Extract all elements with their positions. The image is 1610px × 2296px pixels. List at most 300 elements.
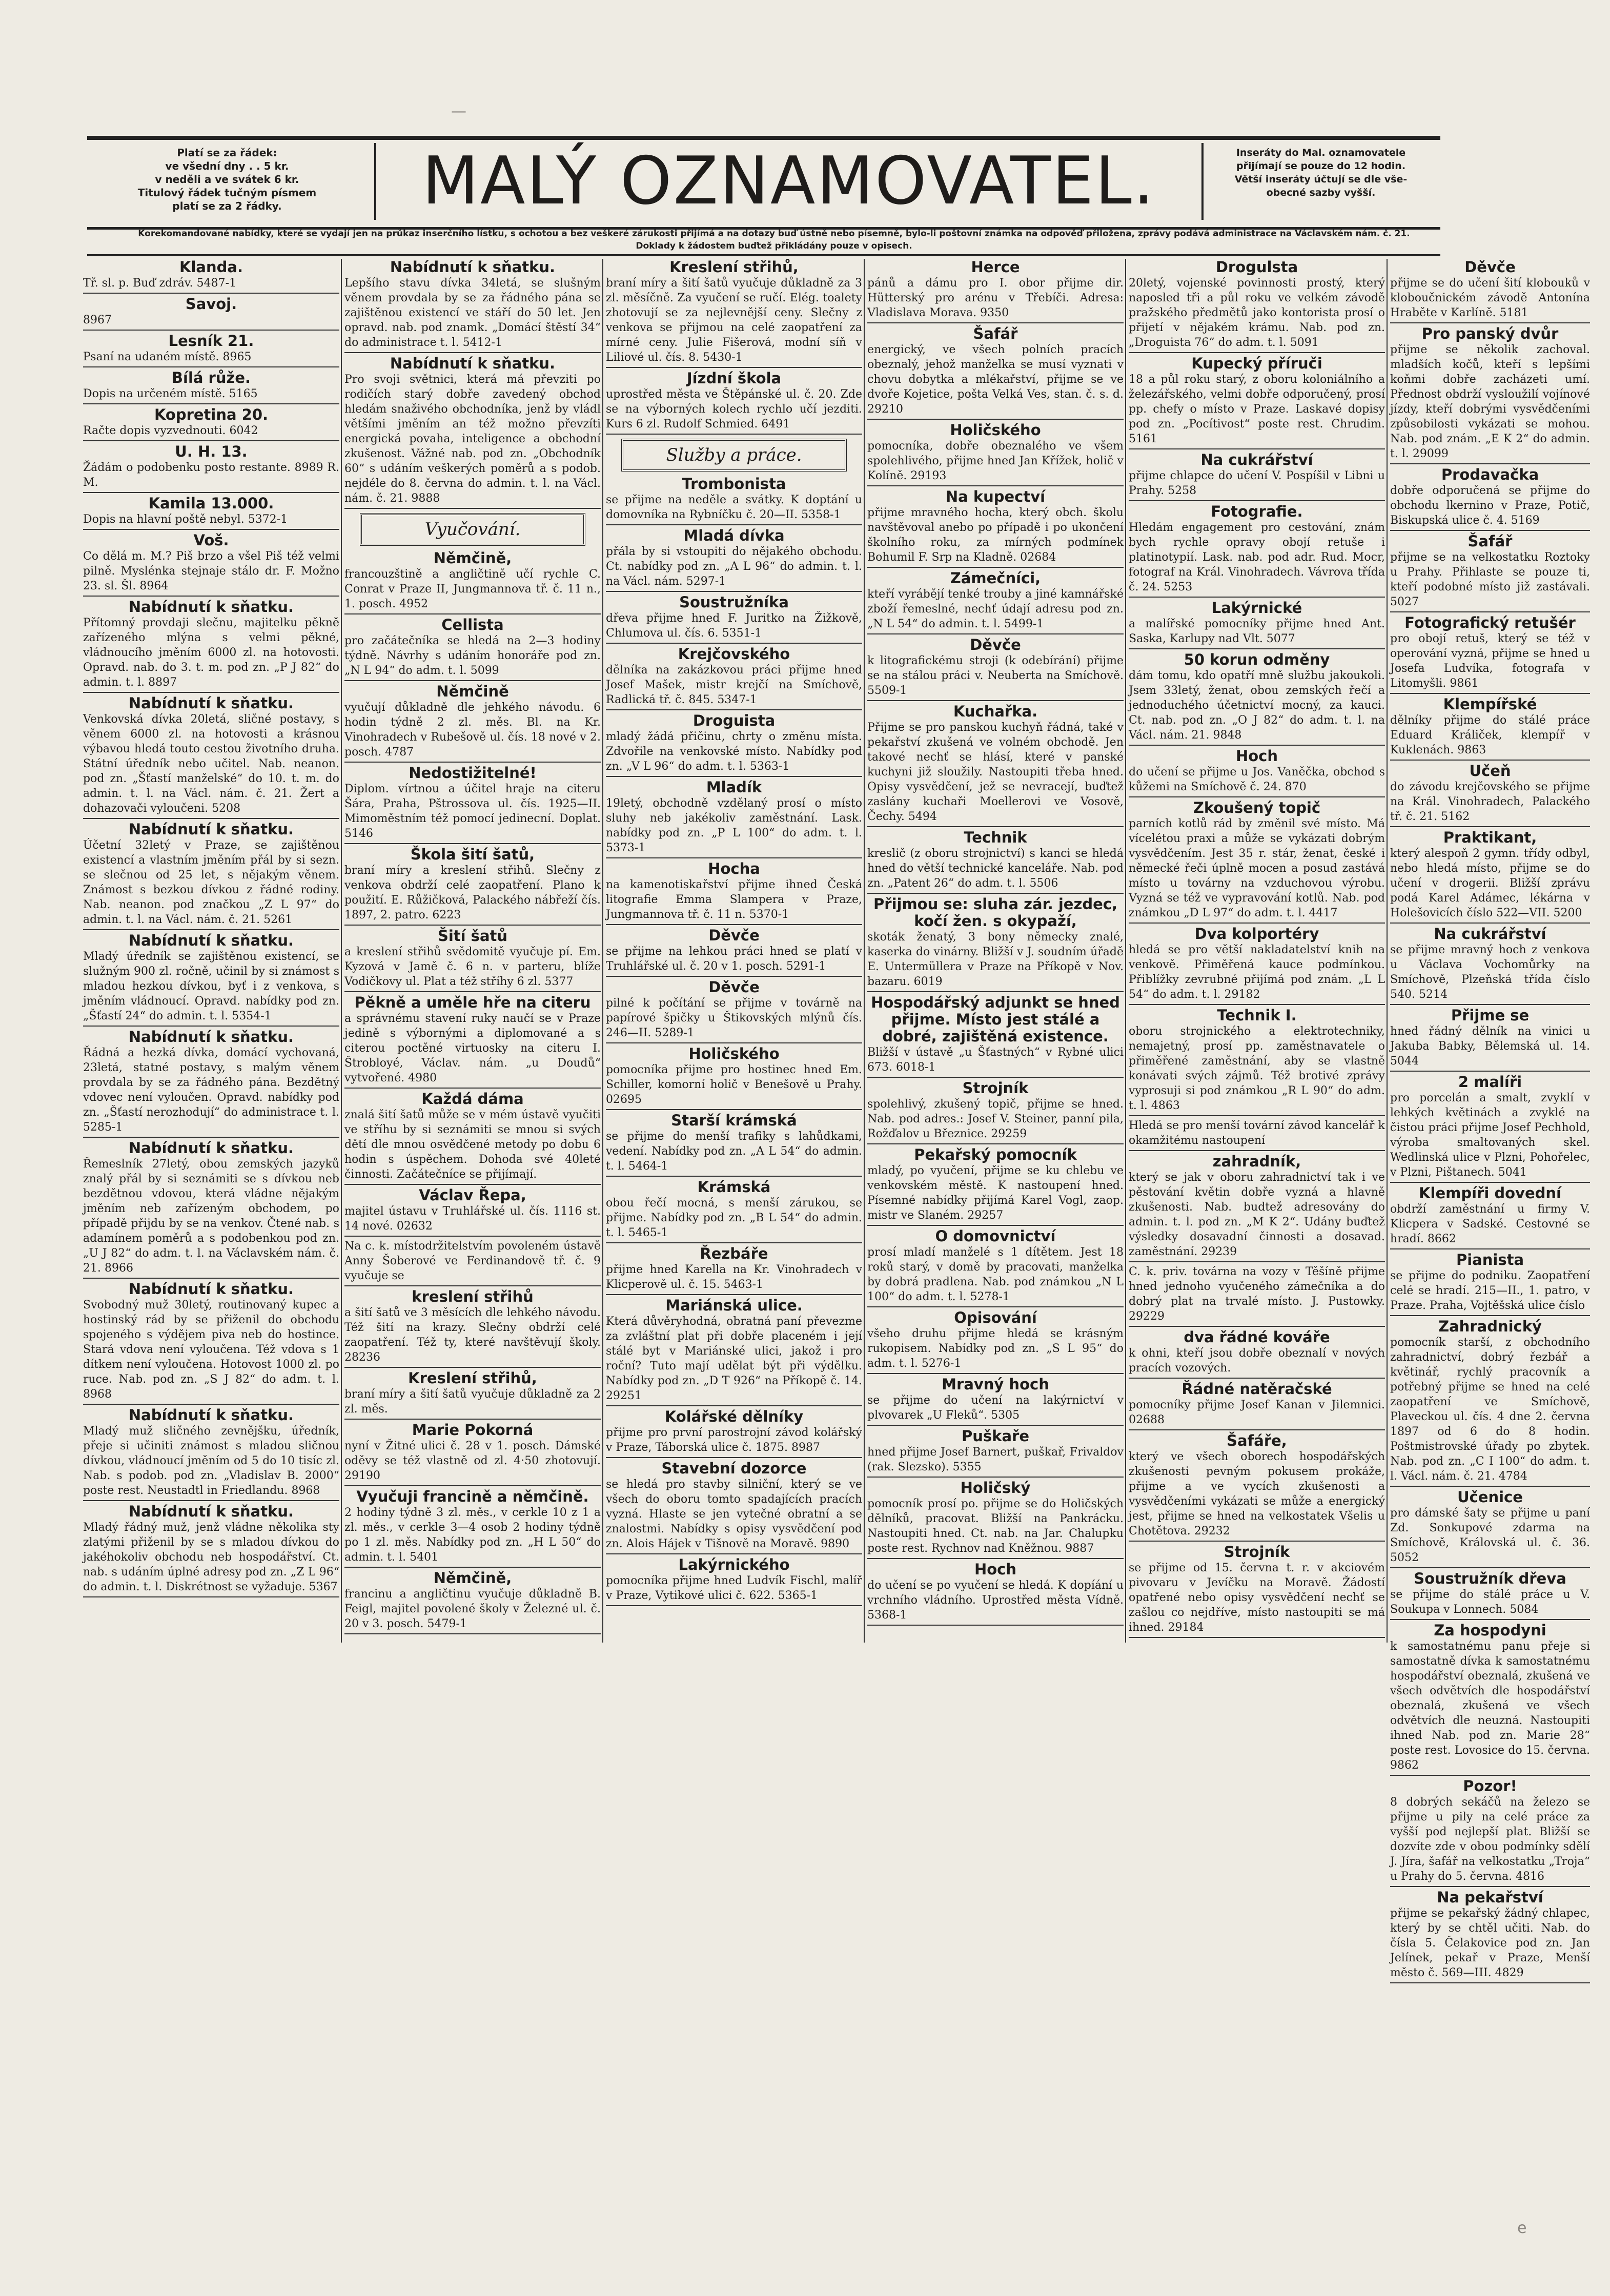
classified-ad — [1129, 355, 1385, 449]
ad-heading: Němčině, — [433, 549, 512, 567]
classified-ad — [83, 1281, 339, 1405]
ad-text: do učení se přijme u Jos. Vaněčka, obchod s kůžemi na Smíchově č. 24. 870 — [1129, 766, 1385, 793]
classified-ad — [83, 1140, 339, 1279]
ad-heading: Hoch — [974, 1561, 1017, 1578]
ad-heading: Vyučuji francině a němčině. — [356, 1488, 589, 1505]
ad-heading: Soustružník dřeva — [1414, 1570, 1566, 1587]
ad-heading: Zámečníci, — [950, 569, 1041, 587]
masthead — [87, 136, 1440, 230]
classified-ad — [867, 259, 1124, 323]
ad-heading: Puškaře — [962, 1427, 1029, 1445]
classified-ad — [1390, 259, 1590, 323]
classified-ad — [1129, 259, 1385, 353]
classified-ad — [867, 570, 1124, 634]
ad-text: Mladý muž sličného zevnějšku, úředník, přeje si učiniti známost s mladou sličnou dívkou, vládnoucí jměním od 5 do 10 tisíc zl. Nab. s podob. pod zn. „Vladislav B. 2000“ poste rest. Neustadtl in Friedlandu. 8968 — [83, 1425, 339, 1497]
classified-ad — [83, 333, 339, 367]
ad-text: pomocník starší, z obchodního zahradnictví, dobrý řezbář a květinář, rychlý pracovník a potřebný přijme se hned na celé zaopatření ve Smíchově, Plaveckou ul. čís. 4 dne 2. června 1897 od 6 do 8 hodin. Poštmistrovské úřady po zbytek. Nab. pod zn. „C I 100“ do adm. t. l. Václ. nám. č. 21. 4784 — [1390, 1336, 1590, 1483]
ad-heading: dva řádné kováře — [1184, 1328, 1330, 1346]
classified-ad — [1390, 1489, 1590, 1568]
ad-text: a správnému stavení ruky naučí se v Praze jedině s výbornými a diplomované a s citerou poctěné virtuosky na citeru I. Štrobloyé, Václav. nám. „u Doudů“ vytvořené. 4980 — [344, 1012, 601, 1084]
ad-heading: Stavební dozorce — [661, 1460, 807, 1477]
classified-ad — [1390, 763, 1590, 827]
divider — [87, 254, 1440, 256]
ad-text: Řádná a hezká dívka, domácí vychovaná, 23letá, statné postavy, s malým věnem provdala by se za řádného pána. Bezdětný vdovec není vyloučen. Opravd. nabídky pod zn. „Šťastí nerozhodují“ do administrace t. l. 5285-1 — [83, 1047, 339, 1134]
ad-heading: Marie Pokorná — [412, 1421, 534, 1439]
classified-ad — [867, 1080, 1124, 1144]
ad-heading: Šafáře, — [1227, 1432, 1287, 1449]
classified-ad — [1129, 1118, 1385, 1151]
classified-ad — [606, 712, 862, 777]
ad-text: dělníky přijme do stálé práce Eduard Králiček, klempíř v Kuklenách. 9863 — [1390, 714, 1590, 756]
ad-heading: Lakýrnického — [678, 1556, 790, 1573]
classified-ad — [606, 646, 862, 710]
ad-text: C. k. priv. továrna na vozy v Těšíně přijme hned jednoho vyučeného zámečníka a do dobrý plat na trvalé místo. J. Pustowky. 29229 — [1129, 1265, 1385, 1323]
classified-ad — [1390, 1778, 1590, 1887]
ad-heading: Nedostižitelné! — [409, 764, 537, 782]
classified-ad — [344, 1091, 601, 1185]
ad-text: Žádám o podobenku posto restante. 8989 R. M. — [83, 461, 339, 489]
classified-ad — [1390, 1318, 1590, 1487]
classified-ad — [1390, 1622, 1590, 1776]
ad-heading: Děvče — [970, 636, 1021, 653]
classified-ad — [1129, 799, 1385, 924]
ad-heading: Kamila 13.000. — [148, 495, 274, 512]
ad-text: parních kotlů rád by změnil své místo. Má vícelétou praxi a může se vykázati dobrým vysvědčením. Jest 35 r. stár, ženat, české i německé řeči úplně mocen a posud zastává místo u továrny na vzduchovou výrobu. Vyzná se též ve vypravování kotlů. Nab. pod známkou „D L 97“ do adm. t. l. 4417 — [1129, 817, 1385, 919]
ad-heading: Bílá růže. — [171, 369, 251, 386]
ad-text: přijme pro první parostrojní závod kolářský v Praze, Táborská ulice č. 1875. 8987 — [606, 1426, 862, 1454]
ad-text: pomocníka přijme hned Ludvík Fischl, malíř v Praze, Vytikové ulici č. 622. 5365-1 — [606, 1574, 862, 1602]
classified-ad — [867, 829, 1124, 894]
ad-heading: Škola šití šatů, — [410, 846, 535, 863]
ad-text: se hledá pro stavby silniční, který se ve všech do oboru tomto spadajících pracích vyzná. Hlaste se jen vytečné obratní a se znalostmi. Nabídky s opisy vysvědčení pod zn. Alois Hájek v Tišnově na Moravě. 9890 — [606, 1478, 862, 1550]
ad-heading: Pekařský pomocník — [914, 1146, 1077, 1163]
classified-ad — [1129, 926, 1385, 1005]
ad-heading: Hoch — [1235, 747, 1278, 765]
classified-ad — [344, 1187, 601, 1237]
ad-heading: Krámská — [697, 1178, 771, 1196]
ad-text: Dopis na hlavní poště nebyl. 5372-1 — [83, 513, 288, 526]
column-rule — [864, 259, 865, 1643]
ad-text: přijme se pekařský žádný chlapec, který by se chtěl učiti. Nab. do čísla 5. Čelakovice pod zn. Jan Jelínek, pekař v Praze, Menší město č. 569—III. 4829 — [1390, 1907, 1590, 1979]
ad-text: k ohni, kteří jsou dobře obeznalí v nových pracích vozových. — [1129, 1347, 1385, 1375]
classified-ad — [1390, 696, 1590, 761]
ad-text: se přijme do učení na lakýrnictví v plvovarek „U Fleků“. 5305 — [867, 1394, 1124, 1422]
ad-heading: Přijme se — [1451, 1007, 1530, 1024]
ad-heading: Dva kolportéry — [1194, 925, 1319, 942]
ad-text: pro porcelán a smalt, zvyklí v lehkých květinách a zvyklé na čistou práci přijme Josef Pechhold, výroba smaltovaných skel. Wedlinská ulice v Plzni, Pohořelec, v Plzni, Pištanech. 5041 — [1390, 1092, 1590, 1179]
classified-ad — [1390, 1889, 1590, 1983]
ad-heading: Herce — [971, 258, 1020, 276]
classified-ad — [606, 1112, 862, 1177]
ad-heading: Děvče — [708, 927, 760, 944]
ad-heading: Nabídnutí k sňatku. — [128, 1503, 294, 1520]
classified-ad — [1129, 651, 1385, 746]
classified-ad — [83, 1407, 339, 1501]
ad-heading: Kolářské dělníky — [664, 1408, 804, 1425]
classified-ad — [344, 928, 601, 992]
classified-ad — [1390, 614, 1590, 694]
classified-ad — [606, 1460, 862, 1554]
ad-heading: Hocha — [708, 860, 760, 877]
ad-text: na kamenotiskařství přijme ihned Česká litografie Emma Slampera v Praze, Jungmannova tř. č. 11 n. 5370-1 — [606, 878, 862, 921]
ad-heading: O domovnictví — [935, 1227, 1056, 1245]
classified-ad — [344, 355, 601, 509]
ad-text: skoták ženatý, 3 bony německy znalé, kaserka do vinárny. Bližší v J. soudním úřadě E. Untermüllera v Praze na Příkopě v Nov. bazaru. 6019 — [867, 931, 1124, 988]
ad-text: který se jak v oboru zahradnictví tak i ve pěstování květin dobře vyzná a hlavně zkušenosti. Nab. budtež adresovány do admin. t. l. pod zn. „M K 2“. Udány buďtež výsledky dosavadní činnosti a dosavad. zaměstnání. 29239 — [1129, 1171, 1385, 1258]
ad-text: Která důvěryhodná, obratná paní převezme za zvláštní plat při dobře placeném i její stálé byt v Mariánské ulici, jakož i pro roční? Tuto mají udělat být při výdělku. Nabídky pod zn. „D T 926“ na Příkopě č. 14. 29251 — [606, 1315, 862, 1402]
ad-heading: Nabídnutí k sňatku. — [390, 355, 556, 372]
ad-text: oboru strojnického a elektrotechniky, nemajetný, prosí pp. zaměstnavatele o přiměřené zaměstnání, aby se vlastně konávati svých zájmů. Též brotivé zprávy vyprosuji si pod známkou „R L 90“ do adm. t. l. 4863 — [1129, 1025, 1385, 1112]
ad-text: který ve všech oborech hospodářských zkušenosti pevným pokusem prokáže, přijme a ve vycích zkušenosti a vysvědčeními vykázati se může a energický jest, přijme se hned na velkostatek Všelis u Chotětova. 29232 — [1129, 1450, 1385, 1537]
ad-heading: Strojník — [962, 1079, 1029, 1097]
ad-text: všeho druhu přijme hledá se krásným rukopisem. Nabídky pod zn. „S L 95“ do adm. t. l. 5276-1 — [867, 1327, 1124, 1370]
ad-column-6 — [1390, 259, 1590, 1985]
classified-ad — [1390, 325, 1590, 464]
ad-text: 19letý, obchodně vzdělaný prosí o místo sluhy neb jakékoliv zaměstnání. Lask. nabídky pod zn. „P L 100“ do adm. t. l. 5373-1 — [606, 797, 862, 854]
ad-heading: Jízdní škola — [686, 370, 782, 387]
ad-text: k litografickému stroji (k odebírání) přijme se na stálou práci v. Neuberta na Smíchově. 5509-1 — [867, 654, 1124, 697]
ad-heading: Nabídnutí k sňatku. — [128, 1139, 294, 1157]
ad-text: a šití šatů ve 3 měsících dle lehkého návodu. Též šití na krazy. Slečny obdrží celé zaopatření. Též ty, které navštěvují školy. 28236 — [344, 1306, 601, 1364]
ad-heading: Hospodářský adjunkt se hned přijme. Místo jest stálé a dobré, zajištěná existence. — [871, 994, 1120, 1045]
classified-ad — [344, 1488, 601, 1568]
ad-heading: Přijmou se: sluha zár. jezdec, kočí žen. s okypaží, — [873, 895, 1117, 930]
ad-heading: Nabídnutí k sňatku. — [128, 694, 294, 712]
ad-heading: Nabídnutí k sňatku. — [128, 1406, 294, 1424]
ad-heading: Prodavačka — [1441, 466, 1539, 483]
ad-heading: Pianista — [1456, 1251, 1524, 1268]
ad-column-2 — [344, 259, 601, 1636]
ad-text: se přijme na neděle a svátky. K doptání u domovníka na Rybníčku č. 20—II. 5358-1 — [606, 494, 862, 521]
ad-heading: U. H. 13. — [175, 443, 248, 460]
ad-text: braní míry a šití šatů vyučuje důkladně za 2 zl. měs. — [344, 1388, 601, 1416]
ad-text: Venkovská dívka 20letá, sličné postavy, s věnem 6000 zl. na hotovosti a krásnou výbavou hledá touto cestou životního druha. Státní úředník nebo učitel. Nab. neanon. pod zn. „Šťastí manželské“ do 10. t. m. do admin. t. l. na Václ. nám. č. 21. Žert a dohazovači vyloučeni. 5208 — [83, 713, 339, 815]
classified-ad — [867, 896, 1124, 992]
ad-heading: Trombonista — [682, 475, 786, 493]
classified-ad — [344, 1570, 601, 1634]
classified-ad — [606, 1179, 862, 1243]
classified-ad — [606, 927, 862, 977]
ad-heading: Voš. — [193, 531, 229, 549]
classified-ad — [867, 325, 1124, 420]
ad-text: který alespoň 2 gymn. třídy odbyl, nebo hledá místo, přijme se do učení v drogerii. Bližší zprávu podá Karel Adámec, lékárna v Holešovicích číslo 522—VII. 5200 — [1390, 847, 1590, 919]
section-heading: Služby a práce. — [621, 439, 847, 471]
ad-text: 18 a půl roku starý, z oboru koloniálního a železářského, velmi dobře odporučený, prosí pp. chefy o místo v Praze. Laskavé dopisy pod zn. „Pocítivost“ poste rest. Chrudim. 5161 — [1129, 373, 1385, 445]
ad-heading: Technik I. — [1217, 1007, 1297, 1024]
ad-text: přála by si vstoupiti do nějakého obchodu. Ct. nabídky pod zn. „A L 96“ do admin. t. l. na Václ. nám. 5297-1 — [606, 545, 862, 588]
ad-heading: kreslení střihů — [412, 1288, 534, 1305]
ad-text: dělníka na zakázkovou práci přijme hned Josef Mašek, mistr krejčí na Smíchově, Radlická tř. č. 845. 5347-1 — [606, 664, 862, 706]
classified-ad — [344, 617, 601, 681]
ad-heading: Řádné natěračské — [1181, 1380, 1332, 1398]
ad-text: Bližší v ústavě „u Šťastných“ v Rybné ulici 673. 6018-1 — [867, 1046, 1124, 1074]
classified-ad — [606, 860, 862, 925]
ad-text: pomocníka, dobře obeznalého ve všem spolehlivého, přijme hned Jan Křížek, holič v Kolíně. 29193 — [867, 440, 1124, 482]
classified-ad — [1129, 1007, 1385, 1116]
ad-text: nyní v Žitné ulici č. 28 v 1. posch. Dámské oděvy se též vlastně od zl. 4·50 zhotovují. 29190 — [344, 1440, 601, 1482]
ad-column-5 — [1129, 259, 1385, 1640]
classified-ad — [344, 1422, 601, 1486]
classified-ad — [1129, 1264, 1385, 1327]
ad-heading: Na pekařství — [1437, 1889, 1543, 1906]
classified-ad — [606, 779, 862, 858]
classified-ad — [344, 1288, 601, 1368]
ad-text: pánů a dámu pro I. obor přijme dir. Hütterský pro arénu v Třebíči. Adresa: Vladislava Morava. 9350 — [867, 277, 1124, 319]
ad-text: pomocník prosí po. přijme se do Holičských dělníků, pracovat. Bližší na Pankrácku. Nastoupiti hned. Ct. nab. na Jar. Chalupku poste rest. Rychnov nad Kněžnou. 9887 — [867, 1498, 1124, 1555]
ad-text: Mladý řádný muž, jenž vládne několika sty zlatými přiženil by se s mladou dívkou do jakéhokoliv obchodu neb hospodářství. Ct. nab. s udáním úplné adresy pod zn. „Z L 96“ do admin. t. l. Diskrétnost se vyžaduje. 5367 — [83, 1521, 339, 1593]
ad-text: 2 hodiny týdně 3 zl. měs., v cerkle 10 z 1 a zl. měs., v cerkle 3—4 osob 2 hodiny týdně po 1 zl. měs. Nabídky pod zn. „H L 50“ do admin. t. l. 5401 — [344, 1506, 601, 1564]
classified-ad — [867, 1228, 1124, 1307]
admin-notice: Korekomandované nabídky, které se vydají jen na průkaz inserčního lístku, s ochotou a bez veškeré zárukosti přijímá a na dotazy buď ústně nebo písemně, bylo-li poštovní známka na odpověď přiložena, zprávy podává administrace na Václavském nám. č. 21. Doklady k žádostem buďtež přikládány pouze v opisech. — [138, 229, 1410, 251]
ad-heading: Holičského — [688, 1045, 780, 1062]
classified-ad — [1390, 1007, 1590, 1072]
ad-text: francouzštině a angličtině učí rychle C. Conrat v Praze II, Jungmannova tř. č. 11 n., 1. posch. 4952 — [344, 568, 601, 610]
classified-ad — [1129, 452, 1385, 501]
ad-text: dobře odporučená se přijme do obchodu lkernino v Praze, Potič, Biskupská ulice č. 4. 5169 — [1390, 484, 1590, 527]
classified-ad — [1390, 926, 1590, 1005]
ad-heading: Soustružníka — [679, 593, 789, 611]
classified-ad — [606, 1297, 862, 1406]
classified-ad — [83, 495, 339, 530]
ad-text: majitel ústavu v Truhlářské ul. čís. 1116 st. 14 nové. 02632 — [344, 1205, 601, 1233]
ad-text: dřeva přijme hned F. Juritko na Žižkově, Chlumova ul. čís. 6. 5351-1 — [606, 612, 862, 640]
ad-text: Račte dopis vyzvednouti. 6042 — [83, 424, 258, 437]
ad-heading: Na kupectví — [945, 488, 1046, 505]
classified-ad — [83, 259, 339, 294]
ad-text: pomocníka přijme pro hostinec hned Em. Schiller, komorní holič v Benešově u Prahy. 02695 — [606, 1063, 862, 1106]
ad-text: pilné k počítání se přijme v továrně na papírové špičky u Štikovských mlýnů čís. 246—II. 5289-1 — [606, 997, 862, 1039]
ad-text: kteří vyrábějí tenké trouby a jiné kamnářské zboží řemeslné, nechť údají adresu pod zn. „N L 54“ do admin. t. l. 5499-1 — [867, 588, 1124, 630]
ad-heading: Kopretina 20. — [154, 406, 269, 423]
ad-text: obou řečí mocná, s menší zárukou, se přijme. Nabídky pod zn. „B L 54“ do admin. t. l. 5465-1 — [606, 1197, 862, 1239]
ad-heading: Strojník — [1224, 1543, 1290, 1561]
ad-heading: Řezbáře — [700, 1245, 768, 1262]
ad-text: se přijme do podniku. Zaopatření celé se hradí. 215—II., 1. patro, v Praze. Praha, Vojtěšská ulice číslo — [1390, 1269, 1590, 1312]
classified-ad — [867, 1376, 1124, 1426]
ad-heading: Mariánská ulice. — [665, 1297, 803, 1314]
classified-ad — [1129, 1381, 1385, 1430]
rates-line: ve všední dny . . 5 kr. — [165, 160, 289, 172]
classified-ad — [606, 1245, 862, 1295]
classified-ad — [606, 594, 862, 644]
classified-ad — [867, 1480, 1124, 1559]
classified-ad — [1390, 1074, 1590, 1183]
ad-text: pro začátečníka se hledá na 2—3 hodiny týdně. Návrhy s udáním honoráře pod zn. „N L 94“ do adm. t. l. 5099 — [344, 634, 601, 677]
ad-heading: zahradník, — [1212, 1153, 1301, 1170]
classified-ad — [867, 703, 1124, 827]
classified-ad — [83, 370, 339, 404]
classified-ad — [344, 994, 601, 1089]
ad-text: přijme mravného hocha, který obch. školu navštěvoval anebo po případě i po ukončení školního roku, za mírných podmínek Bohumil F. Srp na Kladně. 02684 — [867, 506, 1124, 564]
classified-ad — [1390, 1570, 1590, 1620]
ad-text: přijme se na velkostatku Roztoky u Prahy. Přihlaste se pouze ti, kteří podobné místo již zastávali. 5027 — [1390, 551, 1590, 608]
ad-heading: Děvče — [708, 978, 760, 996]
ad-text: hned přijme Josef Barnert, puškař, Frivaldov (rak. Slezsko). 5355 — [867, 1446, 1124, 1473]
ad-text: mladý žádá přičinu, chrty o změnu místa. Zdvořile na venkovské místo. Nabídky pod zn. „V L 96“ do adm. t. l. 5363-1 — [606, 730, 862, 773]
classified-ad — [606, 1556, 862, 1606]
ad-heading: Zkoušený topič — [1193, 799, 1321, 816]
classified-ad — [1390, 466, 1590, 531]
classified-ad — [1390, 829, 1590, 924]
classified-ad — [867, 488, 1124, 568]
ad-text: se přijme do menší trafiky s lahůdkami, vedení. Nabídky pod zn. „A L 54“ do admin. t. l. 5464-1 — [606, 1130, 862, 1173]
ad-heading: Starší krámská — [671, 1112, 797, 1129]
classified-ad — [867, 1561, 1124, 1626]
ad-text: Lepšího stavu dívka 34letá, se slušným věnem provdala by se za řádného pána se zajištěnou existencí ve stáří do 50 let. Jen opravd. nab. pod znamk. „Domácí štěstí 34“ do administrace t. l. 5412-1 — [344, 277, 601, 349]
classified-ad — [1129, 1153, 1385, 1262]
ad-text: pro dámské šaty se přijme u paní Zd. Sonkupové zdarma na Smíchově, Královská ul. č. 36. 5052 — [1390, 1507, 1590, 1564]
ad-heading: Nabídnutí k sňatku. — [128, 1028, 294, 1046]
ad-column-1 — [83, 259, 339, 1600]
ad-text: Řemeslník 27letý, obou zemských jazyků znalý přál by si seznámiti se s dívkou neb bezdětnou vdovou, která vládne nějakým jměním neb zařízeným obchodem, po případě přijdu by se na venkov. Čtené nab. s adamínem poměrů a s podobenkou pod zn. „U J 82“ do adm. t. l. na Václavském nám. č. 21. 8966 — [83, 1158, 339, 1275]
classified-ad — [1390, 1252, 1590, 1316]
ad-heading: Šafář — [1468, 532, 1513, 550]
ad-heading: Nabídnutí k sňatku. — [128, 598, 294, 616]
classified-ad — [867, 1146, 1124, 1226]
classified-ad — [83, 443, 339, 493]
ad-text: do závodu krejčovského se přijme na Král. Vinohradech, Palackého tř. č. 21. 5162 — [1390, 781, 1590, 823]
rates-box — [91, 146, 363, 213]
ad-heading: Nabídnutí k sňatku. — [128, 821, 294, 838]
ad-heading: Kreslení střihů, — [669, 258, 799, 276]
ad-text: se přijme na lehkou práci hned se platí v Truhlářské ul. č. 20 v 1. posch. 5291-1 — [606, 945, 862, 973]
classified-ad — [344, 259, 601, 353]
ad-text: k samostatnému panu přeje si samostatně dívka k samostatnému hospodářství obeznalá, zkušená ve všech odvětvích dle hospodářství obeznalá, zkušená ve všech odvětvích dle neuzná. Nastoupiti ihned Nab. pod zn. Marie 28“ poste rest. Lovosice do 15. června. 9862 — [1390, 1640, 1590, 1772]
ad-heading: Na cukrářství — [1200, 451, 1313, 468]
ad-heading: Mladá dívka — [683, 527, 785, 544]
ad-text: 20letý, vojenské povinnosti prostý, který naposled tři a půl roku ve velkém závodě pražského předmětů jako kontorista prosí o přijetí v nějakém krámu. Nab. pod zn. „Droguista 76“ do adm. t. l. 5091 — [1129, 277, 1385, 349]
deadline-line: Inseráty do Mal. oznamovatele — [1236, 147, 1406, 158]
ad-text: znalá šití šatů může se v mém ústavě vyučiti ve stříhu by si seznámiti se mnou si svých dětí dle mnou osvědčené metody po dobu 6 hodin s úspěchem. Dohoda své 40leté činnosti. Začátečníce se přijímají. — [344, 1109, 601, 1181]
ad-text: Co dělá m. M.? Piš brzo a všel Piš též velmi pilně. Myslénka stejnaje stálo dr. F. Možno 23. sl. Šl. 8964 — [83, 550, 339, 592]
ad-text: mladý, po vyučení, přijme se ku chlebu ve venkovském městě. K nastoupení hned. Písemné nabídky přijímá Karel Vogl, zaop. mistr ve Slaném. 29257 — [867, 1164, 1124, 1222]
ad-text: braní míry a šití šatů vyučuje důkladně za 3 zl. měsíčně. Za vyučení se ručí. Elég. toalety zhotovují se za nejlevnější ceny. Slečny z venkova se přijmou na celé zaopatření za mírné ceny. Julie Fišerová, modní síň v Liliové ul. čís. 8. 5430-1 — [606, 277, 862, 364]
ad-text: Pro svoji světnici, která má převziti po rodičích starý dobře zavedený obchod hledám snaživého obchodníka, jenž by vládl většími jměním an též možno převzíti energická povaha, inteligence a obchodní zkušenost. Vážné nab. pod zn. „Obchodník 60“ s udáním veškerých poměrů a s podob. nejdéle do 8. června do admin. t. l. na Václ. nám. č. 21. 9888 — [344, 373, 601, 505]
ad-heading: 50 korun odměny — [1184, 651, 1330, 668]
ad-text: spolehlivý, zkušený topič, přijme se hned. Nab. pod adres.: Josef V. Steiner, panní pila, Rožďalov u Březnice. 29259 — [867, 1098, 1124, 1140]
column-rule — [602, 259, 603, 1643]
classified-ad — [867, 637, 1124, 701]
ad-text: hned řádný dělník na vinici u Jakuba Babky, Bělemská ul. 14. 5044 — [1390, 1025, 1590, 1068]
ad-text: Diplom. vírtnou a účitel hraje na citeru Šára, Praha, Pštrossova ul. čís. 1925—II. Mimoměstním též pomocí jedinecní. Doplat. 5146 — [344, 783, 601, 840]
ad-text: se přijme mravný hoch z venkova u Václava Vochomůrky na Smíchově, Plzeňská třída číslo 540. 5214 — [1390, 944, 1590, 1001]
ad-column-3 — [606, 259, 862, 1608]
ad-text: kreslič (z oboru strojnictví) s kanci se hledá hned do větší technické kanceláře. Nab. pod zn. „Patent 26“ do adm. t. l. 5506 — [867, 847, 1124, 890]
deadline-line: Větší inseráty účtují se dle vše- — [1234, 174, 1408, 185]
ad-heading: Krejčovského — [678, 645, 790, 663]
ad-heading: Fotografie. — [1211, 503, 1303, 520]
ad-text: Psaní na udaném místě. 8965 — [83, 351, 252, 363]
rates-line: platí se za 2 řádky. — [172, 200, 282, 212]
section-heading: Vyučování. — [360, 513, 585, 546]
ad-heading: Učeň — [1469, 762, 1511, 780]
rates-line: Platí se za řádek: — [177, 147, 277, 159]
ad-heading: Za hospodyni — [1434, 1622, 1546, 1639]
ad-heading: Šití šatů — [437, 927, 508, 945]
ad-text: francinu a angličtinu vyučuje důkladně B. Feigl, majitel povolené školy v Železné ul. č. 20 v 3. posch. 5479-1 — [344, 1588, 601, 1630]
ad-text: Přijme se pro panskou kuchyň řádná, také v pekařství zkušená ve volném obchodě. Jen takové nechť se hlásí, které v panské kuchyni již sloužily. Nastoupiti třeba hned. Opisy vysvědčení, jež se nevracejí, buďtež zaslány kuchaři Moellerovi ve Vosově, Čechy. 5494 — [867, 721, 1124, 823]
ad-heading: Savoj. — [185, 295, 237, 313]
ad-text: Na c. k. místodržitelstvím povoleném ústavě Anny Šoberové ve Ferdinandově tř. č. 9 vyučuje se — [344, 1240, 601, 1282]
ad-heading: 2 malíři — [1458, 1073, 1522, 1091]
classified-ad — [83, 406, 339, 441]
classified-ad — [83, 599, 339, 693]
ad-text: uprostřed města ve Štěpánské ul. č. 20. Zde se na výborných kolech rychlo učí jezditi. Kurs 6 zl. Rudolf Schmied. 6491 — [606, 388, 862, 430]
page-title: MALÝ OZNAMOVATEL. — [374, 143, 1204, 220]
ad-heading: Lesník 21. — [168, 332, 254, 350]
ad-heading: Klempíři dovední — [1419, 1184, 1561, 1202]
ad-text: vyučují důkladně dle jehkého návodu. 6 hodin týdně 2 zl. měs. Bl. na Kr. Vinohradech v Rubešově ul. čís. 18 nové v 2. posch. 4787 — [344, 701, 601, 758]
rates-line: v neděli a ve svátek 6 kr. — [155, 173, 299, 186]
ad-heading: Kreslení střihů, — [408, 1369, 537, 1387]
ad-text: se přijme do stálé práce u V. Soukupa v Lonnech. 5084 — [1390, 1588, 1590, 1616]
classified-ad — [1129, 1544, 1385, 1638]
ad-text: a kreslení střihů svědomitě vyučuje pí. Em. Kyzová v Jamě č. 6 n. v parteru, blíže Vodičkovy ul. Plat a též stříhy 6 zl. 5377 — [344, 946, 601, 988]
ad-text: hledá se pro větší nakladatelství knih na venkově. Přiměřená kauce podmínkou. Přiblížky zevrubné přijímá pod znám. „L L 54“ do adm. t. l. 29182 — [1129, 944, 1385, 1001]
ad-heading: Na cukrářství — [1434, 925, 1546, 942]
ad-heading: Nabídnutí k sňatku. — [128, 1280, 294, 1298]
ad-heading: Klempířské — [1443, 695, 1537, 713]
ad-text: pro obojí retuš, který se též v operování vyzná, přijme se hned u Josefa Ludvíka, fotografa v Litomyšli. 9861 — [1390, 632, 1590, 690]
classified-ad — [867, 994, 1124, 1078]
ad-text: 8 dobrých sekáčů na železo se přijme u pily na celé práce za vyšší pod nejlepší plat. Bližší se dozvíte zde v obou podmínky sdělí J. Jíra, šafář na velkostatku „Troja“ u Prahy do 5. června. 4816 — [1390, 1796, 1590, 1883]
classified-ad — [83, 296, 339, 331]
ad-heading: Děvče — [1464, 258, 1516, 276]
ad-text: přijme chlapce do učení V. Pospíšil v Libni u Prahy. 5258 — [1129, 469, 1385, 497]
ad-text: Přítomný provdaji slečnu, majitelku pěkně zařízeného mlýna s velmi pěkné, vládnoucího jměním 6000 zl. na hotovosti. Opravd. nab. do 3. t. m. pod zn. „P J 82“ do admin. t. l. 8897 — [83, 617, 339, 689]
classified-ad — [606, 370, 862, 435]
ad-heading: Kupecký příruči — [1191, 355, 1322, 372]
classified-ad — [606, 476, 862, 525]
classified-ad — [867, 422, 1124, 486]
classified-ad — [83, 1503, 339, 1597]
ad-text: braní míry a kreslení střihů. Slečny z venkova obdrží celé zaopatření. Plano k použití. E. Růžičková, Palackého nábřeží čís. 1897, 2. patro. 6223 — [344, 864, 601, 921]
ad-text: Účetní 32letý v Praze, se zajištěnou existencí a vlastním jměním přál by si sezn. se slečnou od 25 let, s nějakým věnem. Známost s bezkou dívkou z řádné rodiny. Nab. neanon. pod značkou „Z L 97“ do admin. t. l. na Václ. nám. č. 21. 5261 — [83, 839, 339, 926]
ad-heading: Holičského — [950, 421, 1041, 439]
ad-text: Hledám engagement pro cestování, znám bych rychle opravy obojí retuše i platinotypií. Lask. nab. pod adr. Rud. Mocr, fotograf na Král. Vinohradech. Vávrova třída č. 24. 5253 — [1129, 521, 1385, 593]
classified-ad — [344, 550, 601, 614]
ad-heading: Mladík — [706, 778, 762, 796]
ad-heading: Praktikant, — [1443, 829, 1537, 846]
classified-ad — [344, 683, 601, 763]
classified-ad — [867, 1309, 1124, 1374]
classified-ad — [344, 846, 601, 926]
ad-text: energický, ve všech polních pracích obeznalý, jehož manželka se musí vyznati v chovu dobytka a mlékařství, přijme se ve dvoře Kojetice, pošta Velká Ves, stan. č. s. d. 29210 — [867, 343, 1124, 416]
ad-text: dám tomu, kdo opatří mně službu jakoukoli. Jsem 33letý, ženat, obou zemských řečí a jednoduchého účetnictví mocný, za kauci. Ct. nab. pod zn. „O J 82“ do adm. t. l. na Václ. nám. 21. 9848 — [1129, 669, 1385, 742]
rates-line: Titulový řádek tučným písmem — [137, 187, 317, 199]
ad-heading: Pěkně a uměle hře na citeru — [354, 994, 591, 1011]
ad-text: Dopis na určeném místě. 5165 — [83, 387, 258, 400]
classified-ad — [606, 979, 862, 1043]
classified-ad — [83, 932, 339, 1027]
deadline-line: obecné sazby vyšší. — [1266, 187, 1376, 198]
pencil-mark: — — [451, 102, 466, 120]
classified-ad — [83, 532, 339, 597]
ad-column-4 — [867, 259, 1124, 1628]
ad-heading: Učenice — [1457, 1488, 1523, 1506]
ad-heading: Mravný hoch — [942, 1376, 1049, 1393]
column-rule — [341, 259, 342, 1643]
classified-ad — [867, 1428, 1124, 1478]
classified-ad — [344, 765, 601, 844]
classified-ad — [1129, 1329, 1385, 1379]
classified-ad — [1390, 533, 1590, 612]
classified-ad — [344, 1370, 601, 1420]
ad-text: prosí mladí manželé s 1 dítětem. Jest 18 roků starý, v domě by pracovati, manželka by dobrá pradlena. Nab. pod známkou „N L 100“ do adm. t. l. 5278-1 — [867, 1246, 1124, 1303]
ad-heading: Opisování — [954, 1309, 1037, 1326]
ad-heading: Šafář — [973, 325, 1018, 342]
ad-text: pomocníky přijme Josef Kanan v Jilemnici. 02688 — [1129, 1399, 1385, 1426]
